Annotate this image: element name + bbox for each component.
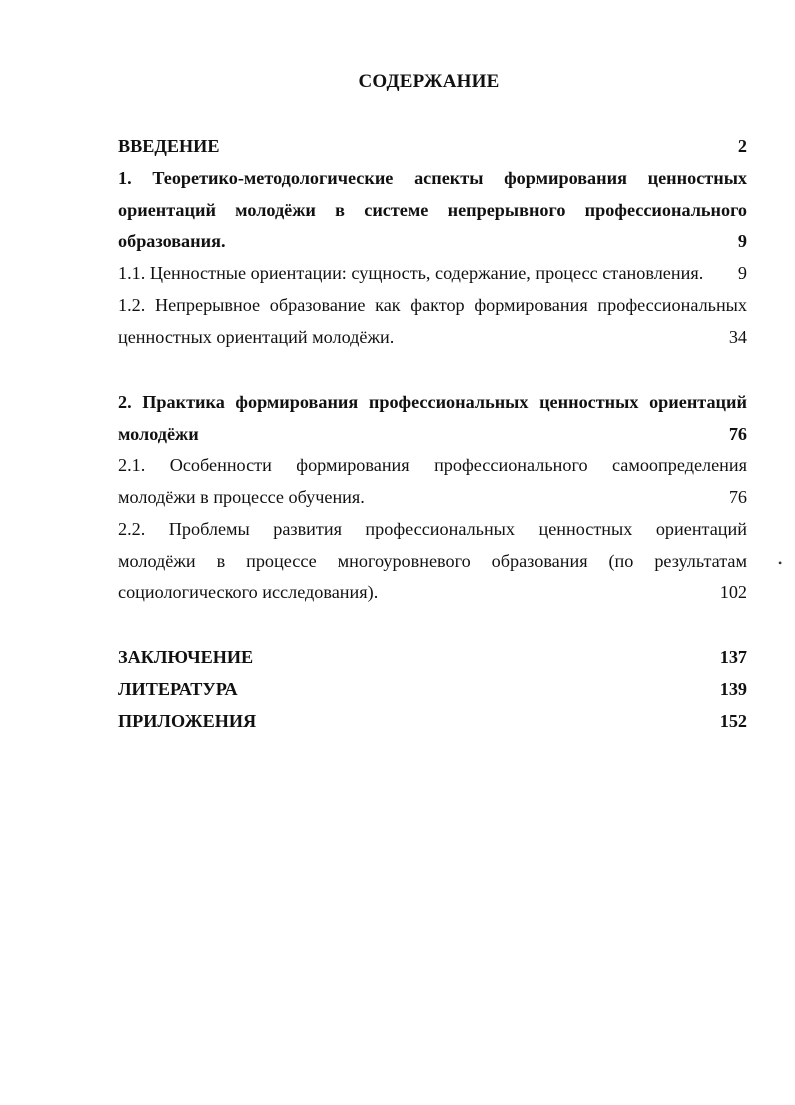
toc-page-number: 137	[719, 647, 747, 667]
toc-entry-text-line: социологического исследования).	[118, 582, 379, 602]
page-title: СОДЕРЖАНИЕ	[358, 71, 500, 92]
toc-entry-text-line: молодёжи в процессе обучения.	[118, 486, 365, 507]
toc-entry-text-line: 2. Практика формирования профессиональных ценностных ориентаций	[118, 392, 747, 412]
toc-page-number: 152	[719, 711, 747, 731]
toc-entry-section-1-2	[118, 290, 747, 353]
toc-entry-text-line: ценностных ориентаций молодёжи.	[118, 326, 395, 347]
toc-entry-text-line: молодёжи в процессе многоуровневого образования (по результатам	[118, 550, 747, 571]
toc-page-number: 139	[719, 679, 747, 699]
toc-page-number: 76	[728, 423, 747, 444]
toc-entry-text-line: 2.1. Особенности формирования профессионального самоопределения	[118, 455, 747, 475]
toc-entry-text-line: ориентаций молодёжи в системе непрерывного профессионального	[118, 199, 747, 220]
toc-entry-label: ПРИЛОЖЕНИЯ	[118, 711, 257, 731]
toc-entry-intro	[118, 131, 747, 163]
toc-entry-text-line: 1. Теоретико-методологические аспекты формирования ценностных	[118, 168, 747, 188]
toc-page-number: 76	[728, 486, 747, 507]
toc-entry-text-line: молодёжи	[118, 423, 199, 444]
toc-entry-text-line: 1.2. Непрерывное образование как фактор формирования профессиональных	[118, 295, 747, 315]
toc-entry-chapter-1	[118, 163, 747, 258]
toc-entry-literature	[118, 674, 747, 706]
toc-entry-text-line: образования.	[118, 231, 226, 251]
toc-entry-conclusion	[118, 642, 747, 674]
toc-page-number: 9	[737, 263, 747, 283]
toc-entry-appendices	[118, 706, 747, 738]
toc-entry-section-2-2	[118, 514, 747, 609]
toc-page-number: 34	[728, 326, 747, 347]
toc-entry-label: ЛИТЕРАТУРА	[118, 679, 238, 699]
toc-entry-label: ЗАКЛЮЧЕНИЕ	[118, 647, 254, 667]
scan-speck: •	[778, 556, 783, 570]
toc-entry-text-line: 1.1. Ценностные ориентации: сущность, содержание, процесс становления.	[118, 263, 704, 283]
toc-entry-section-2-1	[118, 450, 747, 513]
toc-page-number: 102	[719, 582, 747, 602]
toc-entry-text-line: 2.2. Проблемы развития профессиональных ценностных ориентаций	[118, 519, 747, 539]
toc-page-number: 2	[737, 136, 747, 156]
toc-entry-label: ВВЕДЕНИЕ	[118, 136, 220, 156]
toc-entry-section-1-1	[118, 258, 747, 290]
toc-entry-chapter-2	[118, 387, 747, 450]
toc-page-number: 9	[737, 231, 747, 251]
